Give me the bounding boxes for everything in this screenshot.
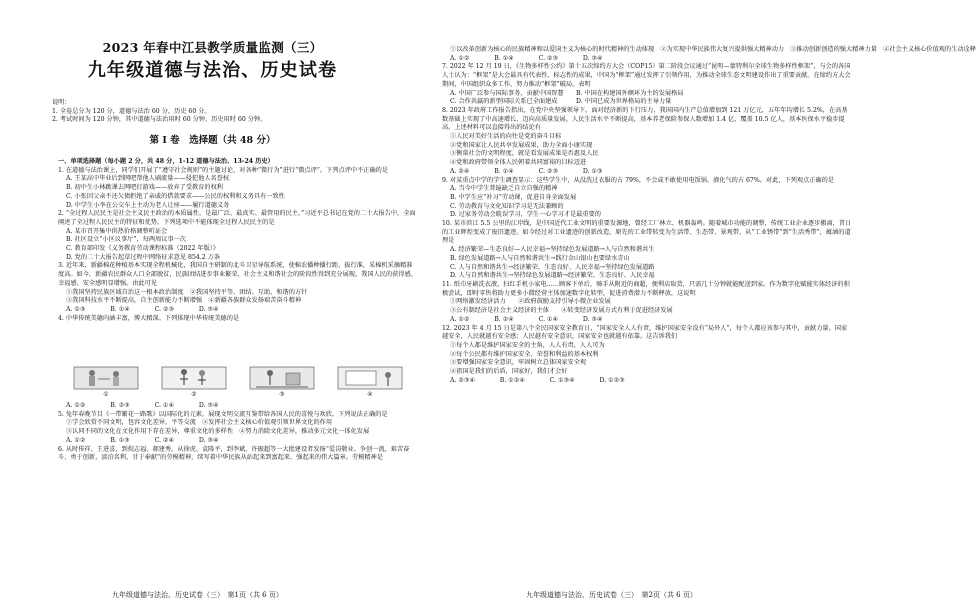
figure-row xyxy=(70,363,410,399)
question-block-2 xyxy=(58,402,418,463)
text-line: ①我国坚持民族区域自治这一根本政治制度 ②我国坚持平等、团结、互助、和谐的方针 xyxy=(66,288,308,296)
text-line: B. 社区设立“小区议事厅”，每两周议事一次 xyxy=(66,236,186,244)
text-line: 1. 在道德与法治课上，同学们开展了“遵守社会规则”的主题讨论，对各种“微行为”进行“微点评”。下列点评中不正确的是 xyxy=(58,166,389,174)
question-block-3 xyxy=(442,46,976,385)
figure-label: ② xyxy=(191,391,197,398)
right-column xyxy=(436,0,976,608)
text-line: D. 过家务劳动会耽误学习，学生一心学习才是最重要的 xyxy=(450,211,601,219)
figure-2 xyxy=(158,363,230,399)
text-line: 9. 对某重点中学的学生调查显示：这些学生中，从没洗过衣服的占 79%，不会或不敢使用电饭锅、液化气的占 67%。对此，下列观点正确的是 xyxy=(442,176,834,184)
text-line: 4. 中华传统美德内涵丰富，博大精深。下列体现中华传统美德的是 xyxy=(58,314,240,322)
text-line: C. 劳动教育与文化知识学习是无法兼顾的 xyxy=(450,202,564,210)
text-line: A. ①② B. ①③ C. ②④ D. ③④ xyxy=(66,436,219,444)
text-line: A. ①③ B. ①④ C. ②③ D. ③④ xyxy=(66,305,219,313)
text-line: ③我国科技水平不断提高，自主创新能力不断增强 ④新疆各族群众发扬艰苦奋斗精神 xyxy=(66,297,302,305)
figure-1 xyxy=(70,363,142,399)
text-line: ③公有制经济是社会主义经济的主体 ④转变经济发展方式有利于促进经济发展 xyxy=(450,307,673,315)
exam-title: 九年级道德与法治、历史试卷 xyxy=(87,60,338,81)
text-line: D. 党的二十大报告起草过程中网络征求意见 854.2 万条 xyxy=(66,253,221,261)
text-line: A. ①② B. ①④ C. ②③ D. ③④ xyxy=(450,54,603,62)
text-line: A. 中国广泛参与国际事务，贡献中国智慧 B. 中国在构建国外额环为主的发展格局 xyxy=(450,89,684,97)
figure-label: ④ xyxy=(367,391,373,398)
figure-4 xyxy=(334,363,406,399)
text-line: ①每个人都是维护国家安全的主角，人人有责，人人可为 xyxy=(450,341,605,349)
text-line: 1. 全卷总分为 120 分，道德与法治 60 分，历史 60 分。 xyxy=(52,107,211,115)
board-illustration-icon xyxy=(334,363,406,391)
text-line: ④党和政府带领全体人民朝着共同富裕的目标迈进 xyxy=(450,159,587,167)
text-line: A. ①② B. ②③ C. ①④ D. ③④ xyxy=(66,402,219,409)
text-line: B. 初中生小林跳课去网吧打游戏——放弃了受教育的权利 xyxy=(66,184,223,192)
text-line: 5. 兔年春晚节目《一带繁花一路歌》以国际化的元素，展现文明交流互鉴带给各国人民的喜悦与欢欣。下列说法正确的是 xyxy=(58,410,388,418)
text-line: ②每个公民都有维护国家安全、荣誉和利益的基本权利 xyxy=(450,350,599,358)
text-line: C. 人与自然和谐共生→经济繁荣、生态良好、人民幸福→坚持绿色发展道路 xyxy=(450,263,655,271)
text-line: 2. 考试时间为 120 分钟，其中道德与法治用时 60 分钟，历史用时 60 分钟。 xyxy=(52,116,267,124)
exam-instructions xyxy=(52,99,412,125)
text-line: A. 当今中学生普遍缺乏自立自强的精神 xyxy=(450,185,558,193)
street-scene-illustration-icon xyxy=(246,363,318,391)
figure-label: ① xyxy=(103,391,109,398)
text-line: 11. 纸巾牙刷洗衣液，扫红手机小家电……顾客下单后，骑手从附近的商超，便利店取货，只需几十分钟就能配送到家。作为数字化赋能实体经济的积极尝试，即时零售将助力更多小微经营主体加速数字化转型，促进消费潜力不断释放，这说明 xyxy=(442,280,850,297)
question-block-1 xyxy=(58,158,418,323)
text-line: ①人民对美好生活的向往是党的奋斗目标 xyxy=(450,133,562,141)
elder-care-illustration-icon xyxy=(158,363,230,391)
text-line: B. 绿色发展道路→人与自然和谐共生→践行金山银山也要绿水青山 xyxy=(450,254,630,262)
text-line: ③要增强国家安全意识，牢固树立总体国家安全观 xyxy=(450,359,587,367)
text-line: 8. 2023 年政府工作报告指出，在党中央坚强领导下，面对经济新的下行压力，我国国内生产总值增加到 121 万亿元，五年年均增长 5.2%，在高基数基础上实现了中高速增长、迈向高质量发展。人民生活水平不断提高，基本养老保险参保人数增加 1.4 亿，覆盖 10.5 亿人，基本医保水平稳步提高。上述材料可以直接得出的结论有 xyxy=(442,106,848,132)
exam-header: 2023 年春中江县教学质量监测（三） xyxy=(102,40,323,55)
section-heading: 第 I 卷 选择题（共 48 分） xyxy=(149,135,276,146)
text-line: 3. 近年来，新疆棉花种植基本实现全程机械化，我国自主研制的北斗卫星导航系统，使棉农播种播行距、拔行准，采棉机采摘精准度高。如今，新疆农民群众人口全部脱贫，民族团结进步事业繁荣，社会主义和谐社会的阶段性得到充分展现。我国人民的获得感、幸福感、安全感明显增强。由此可见 xyxy=(58,262,417,287)
text-line: ①网络激发经济活力 ②政府鼓励支持引导小微企业发展 xyxy=(450,298,611,306)
text-line: ②党和国家让人民共享发展成果，助力全面小康实现 xyxy=(450,141,593,149)
text-line: 2. “全过程人民民主是社会主义民主政治的本质属性，是最广泛、最真实、最管用的民主。”习近平总书记在党的二十大报告中，全面阐述了全过程人民民主的特征和优势。下列选项中不能体现全过程人民民主的是 xyxy=(58,210,416,226)
figure-label: ③ xyxy=(279,391,285,398)
text-line: C. 合作共赢的新型国际关系已全面建成 D. 中国已成为世界格局的主导力量 xyxy=(450,98,672,106)
text-line: D. 中学生小李在公交车上主动为老人让座——履行道德义务 xyxy=(66,201,230,209)
text-line: C. 小张因父亲不还欠债拒绝了亲戚的借款要求——公民的权利和义务具有一致性 xyxy=(66,192,285,200)
people-illustration-icon xyxy=(70,363,142,391)
page-footer-left: 九年级道德与法治、历史试卷（三） 第1页（共 6 页） xyxy=(112,591,283,599)
text-line: A. 某市召开集中供热价格调整听证会 xyxy=(66,227,168,235)
text-line: 7. 2022 年 12 月 19 日，《生物多样性公约》第十五次缔约方大会（COP15）第二阶段会议通过“昆明—蒙特利尔全球生物多样性框架”，与会的各国人士认为：“框架”是大会最具有代表性、标志性的成果，中国为“框架”通过发挥了引领作用，为推动全球生态文明建设作出了重要贡献。在缔约方大会期间，中国组织众多工作，努力推动“框架”破局。表明 xyxy=(442,63,851,88)
text-line: ③认同不同的文化在文化作用下存在差异，尊重文化的多样性 ④努力消除文化差异，推动多元文化一体化发展 xyxy=(66,428,370,436)
text-line: 12. 2023 年 4 月 15 日是第八个全民国家安全教育日，“国家安全人人有责，维护国家安全没有“局外人”，每个人都应该参与其中，贡献力量。国家越安全，人民就越有安全感；人民越有安全意识，国家安全也就越有依靠。这告诉我们 xyxy=(442,324,848,341)
text-line: B. 中学生应“补习”劳动课，促进自身全面发展 xyxy=(450,193,577,201)
left-column xyxy=(0,0,425,608)
text-line: 说明： xyxy=(52,99,71,106)
text-line: ①以改革创新为核心的民族精神和以爱国主义为核心的时代精神的生动体现 ②为实现中华民族伟大复兴提供强大精神动力 ③推动创新创造的强大精神力量 ④社会主义核心价值观的生动诠释 xyxy=(450,46,976,53)
text-line: A. ②③④ B. ①②④ C. ①③④ D. ①②③ xyxy=(450,376,625,384)
text-line: A. ①② B. ②④ C. ①④ D. ③④ xyxy=(450,315,603,323)
text-line: 6. 从时传祥、王进喜，到倪志福、郝建秀，从徐虎、袁隆平，到李斌、许振超等一大批建设者发扬“爱岗敬业、争创一流，艰苦奋斗、勇于创新，淡泊名利、甘于奉献”的劳模精神，续写着中华民族从站起来到富起来、强起来的伟大篇章。劳模精神是 xyxy=(58,445,410,462)
page-footer-right: 九年级道德与法治、历史试卷（三） 第2页（共 6 页） xyxy=(526,591,697,599)
text-line: A. 经济繁荣—生态良好—人民幸福→坚持绿色发展道路→人与自然和谐共生 xyxy=(450,246,655,254)
text-line: ④祖国是我们的后盾，国家好，我们才会好 xyxy=(450,368,568,376)
text-line: 10. 某市滨江 5.5 公里的江岸线，是中国近代工业文明的重要发源地，曾经工厂林立、机器轰鸣。随着城市功能的调整，传统工业企业逐步搬离，昔日的工业辉煌变成了废旧遗迹。如今经过对工业遗迹的创新改造，原先的工业带转变为生活带、生态带、景观带，从“工业锈带”到“生活秀带”，蕴涵的道理是 xyxy=(442,220,852,245)
figure-3 xyxy=(246,363,318,399)
text-line: A. ②④ B. ①④ C. ②③ D. ①③ xyxy=(450,167,603,175)
text-line: C. 教育部印发《义务教育劳动课程标准（2022 年版）》 xyxy=(66,245,219,253)
text-line: D. 人与自然和谐共生→坚持绿色发展道路→经济繁荣、生态良好、人民幸福 xyxy=(450,272,655,280)
text-line: ①学会欣赏不同文明，包容文化差异，平等交流 ②发挥社会主义核心价值观引领世界文化的作用 xyxy=(66,419,333,427)
text-line: ③衡量社会的文明程度，就是看发展成果是否惠及人民 xyxy=(450,150,599,158)
text-line: A. 王某高中毕业后到网吧帮他人刷流量——侵犯他人名誉权 xyxy=(66,175,230,183)
text-line: 一、单项选择题（每小题 2 分，共 48 分，1-12 道德与法治、13-24 历史） xyxy=(58,158,274,165)
